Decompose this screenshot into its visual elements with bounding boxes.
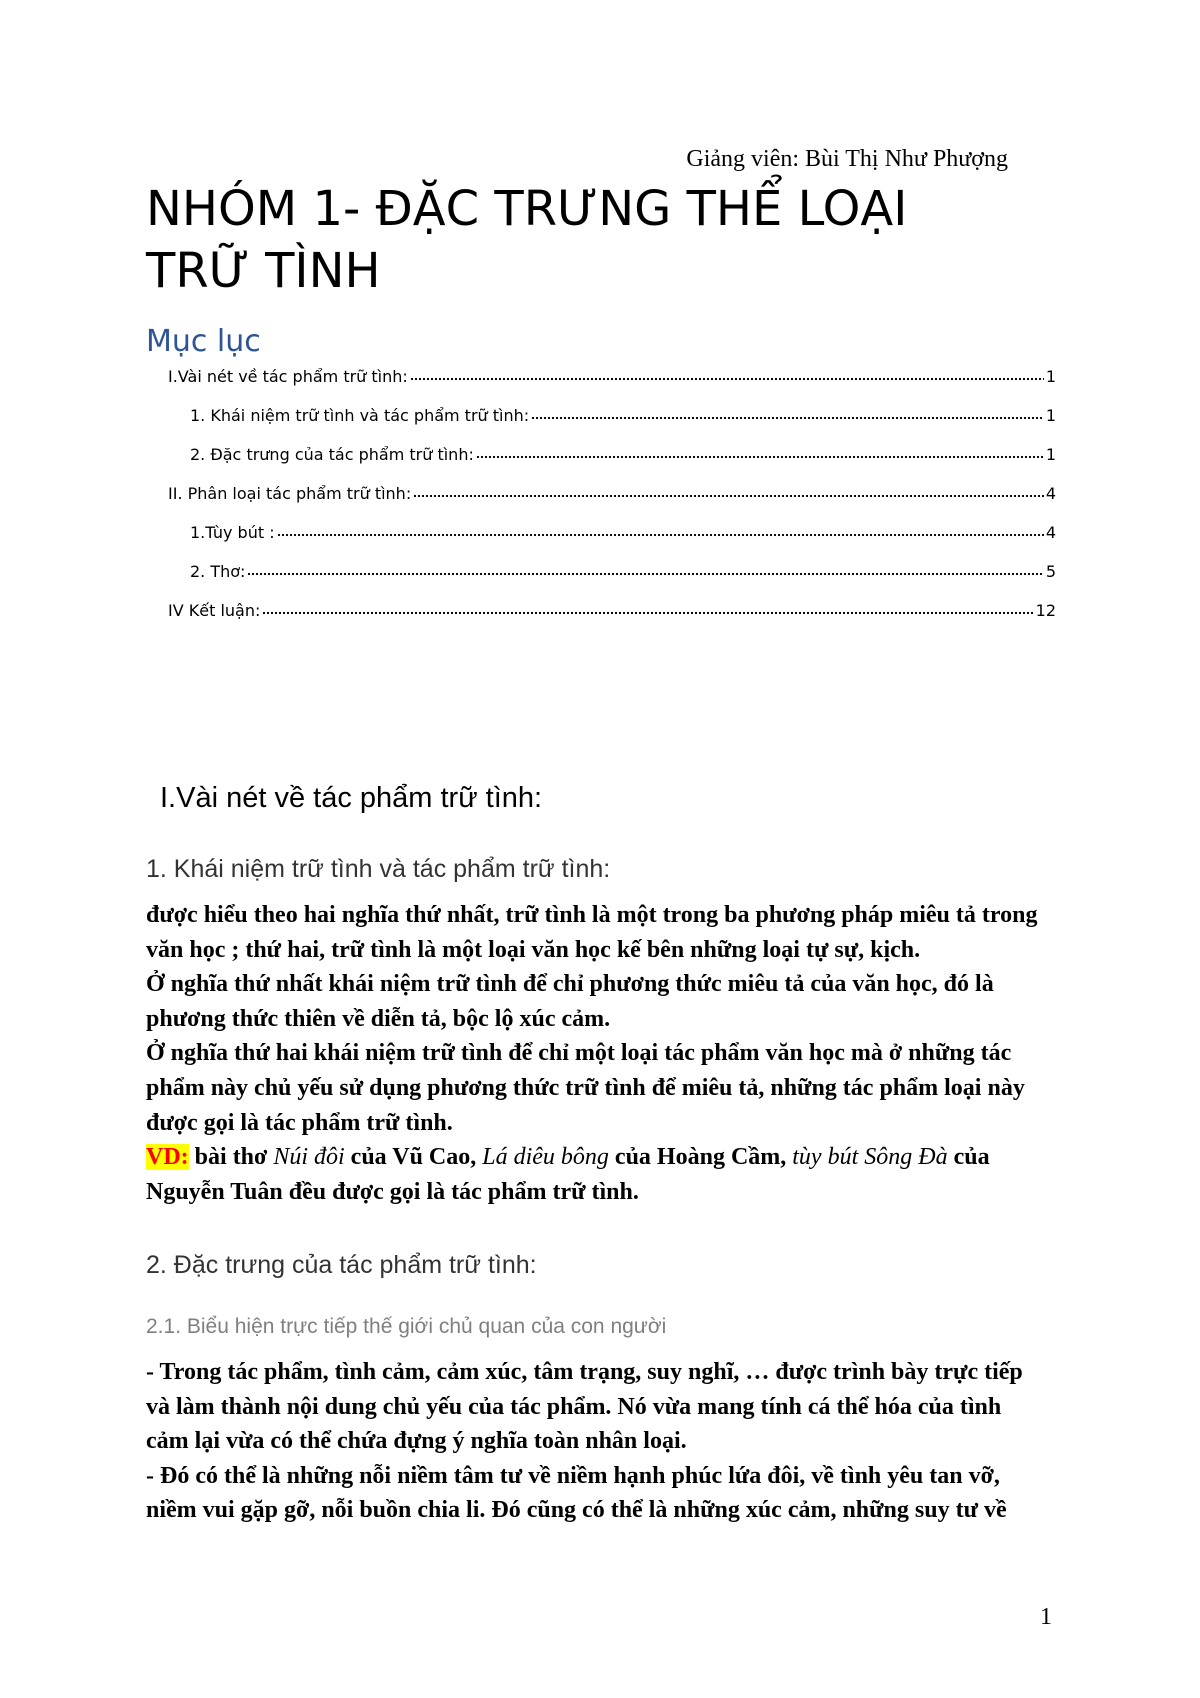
lecturer-line: Giảng viên: Bùi Thị Như Phượng <box>686 146 1008 172</box>
toc-leader-dots <box>531 401 1044 421</box>
body-line: Ở nghĩa thứ hai khái niệm trữ tình để chỉ một loại tác phẩm văn học mà ở những tác <box>146 1040 1012 1067</box>
title-line-2: TRỮ TÌNH <box>146 243 381 299</box>
body-line: cảm lại vừa có thể chứa đựng ý nghĩa toàn nhân loại. <box>146 1428 687 1455</box>
toc-entry-text: 1. Khái niệm trữ tình và tác phẩm trữ tình: <box>190 406 530 425</box>
subsection-2-1-body <box>146 1355 1056 1528</box>
example-text: bài thơ <box>188 1144 274 1171</box>
toc-leader-dots <box>410 362 1044 382</box>
toc-heading: Mục lục <box>146 324 261 359</box>
toc-entry[interactable] <box>168 596 1056 622</box>
toc-entry-page: 12 <box>1035 601 1056 620</box>
document-title <box>146 178 1046 302</box>
example-line: Nguyễn Tuân đều được gọi là tác phẩm trữ tình. <box>146 1178 639 1205</box>
toc-leader-dots <box>277 518 1044 538</box>
body-line: Ở nghĩa thứ nhất khái niệm trữ tình để chỉ phương thức miêu tả của văn học, đó là <box>146 971 994 998</box>
subsection-1-heading: 1. Khái niệm trữ tình và tác phẩm trữ tình: <box>146 855 611 883</box>
body-line: - Trong tác phẩm, tình cảm, cảm xúc, tâm trạng, suy nghĩ, … được trình bày trực tiếp <box>146 1359 1023 1385</box>
toc-entry-text: IV Kết luận: <box>168 601 261 620</box>
work-title: Lá diêu bông <box>482 1144 609 1171</box>
toc-entry-page: 4 <box>1045 484 1056 503</box>
toc-entry[interactable] <box>190 401 1056 427</box>
toc-entry-page: 1 <box>1045 367 1056 386</box>
work-title: Núi đôi <box>273 1144 345 1171</box>
toc-entry-text: 2. Thơ: <box>190 562 246 581</box>
page-number: 1 <box>1040 1604 1052 1630</box>
toc-leader-dots <box>413 479 1044 499</box>
toc-leader-dots <box>247 557 1043 577</box>
toc-entry-page: 1 <box>1045 445 1056 464</box>
toc-entry[interactable] <box>190 557 1056 583</box>
subsection-1-body <box>146 898 1056 1209</box>
toc-entry-text: II. Phân loại tác phẩm trữ tình: <box>168 484 412 503</box>
body-line: - Đó có thể là những nỗi niềm tâm tư về niềm hạnh phúc lứa đôi, về tình yêu tan vỡ, <box>146 1462 1000 1489</box>
body-line: và làm thành nội dung chủ yếu của tác phẩm. Nó vừa mang tính cá thể hóa của tình <box>146 1393 1002 1420</box>
toc-entry[interactable] <box>168 479 1056 505</box>
body-line: niềm vui gặp gỡ, nỗi buồn chia li. Đó cũng có thể là những xúc cảm, những suy tư về <box>146 1497 1007 1524</box>
toc-entry-text: I.Vài nét về tác phẩm trữ tình: <box>168 367 408 386</box>
section-1-heading: I.Vài nét về tác phẩm trữ tình: <box>160 782 543 814</box>
example-label: VD <box>146 1144 181 1171</box>
title-line-1: NHÓM 1- ĐẶC TRƯNG THỂ LOẠI <box>146 181 908 237</box>
toc-leader-dots <box>476 440 1044 460</box>
example-text: của <box>947 1144 990 1171</box>
body-line: văn học ; thứ hai, trữ tình là một loại văn học kế bên những loại tự sự, kịch. <box>146 936 921 963</box>
toc-entry-page: 4 <box>1045 523 1056 542</box>
toc-entry[interactable] <box>190 440 1056 466</box>
example-text: của Vũ Cao, <box>344 1144 483 1171</box>
body-line: phương thức thiên về diễn tả, bộc lộ xúc cảm. <box>146 1005 611 1032</box>
toc-entry[interactable] <box>190 518 1056 544</box>
example-label-colon: : <box>180 1144 189 1171</box>
subsection-2-heading: 2. Đặc trưng của tác phẩm trữ tình: <box>146 1251 537 1279</box>
example-line <box>146 1140 1056 1175</box>
example-text: của Hoàng Cầm, <box>608 1144 793 1171</box>
toc-entry-page: 1 <box>1045 406 1056 425</box>
toc-entry[interactable] <box>168 362 1056 388</box>
toc-entry-text: 2. Đặc trưng của tác phẩm trữ tình: <box>190 445 474 464</box>
toc-entry-text: 1.Tùy bút : <box>190 523 275 542</box>
subsection-2-1-heading: 2.1. Biểu hiện trực tiếp thế giới chủ quan của con người <box>146 1315 667 1338</box>
toc-entry-page: 5 <box>1045 562 1056 581</box>
body-line: được gọi là tác phẩm trữ tình. <box>146 1109 453 1136</box>
body-line: phẩm này chủ yếu sử dụng phương thức trữ tình để miêu tả, những tác phẩm loại này <box>146 1074 1025 1101</box>
work-title: tùy bút Sông Đà <box>792 1144 948 1171</box>
toc-leader-dots <box>262 596 1033 616</box>
body-line: được hiểu theo hai nghĩa thứ nhất, trữ tình là một trong ba phương pháp miêu tả trong <box>146 902 1038 928</box>
